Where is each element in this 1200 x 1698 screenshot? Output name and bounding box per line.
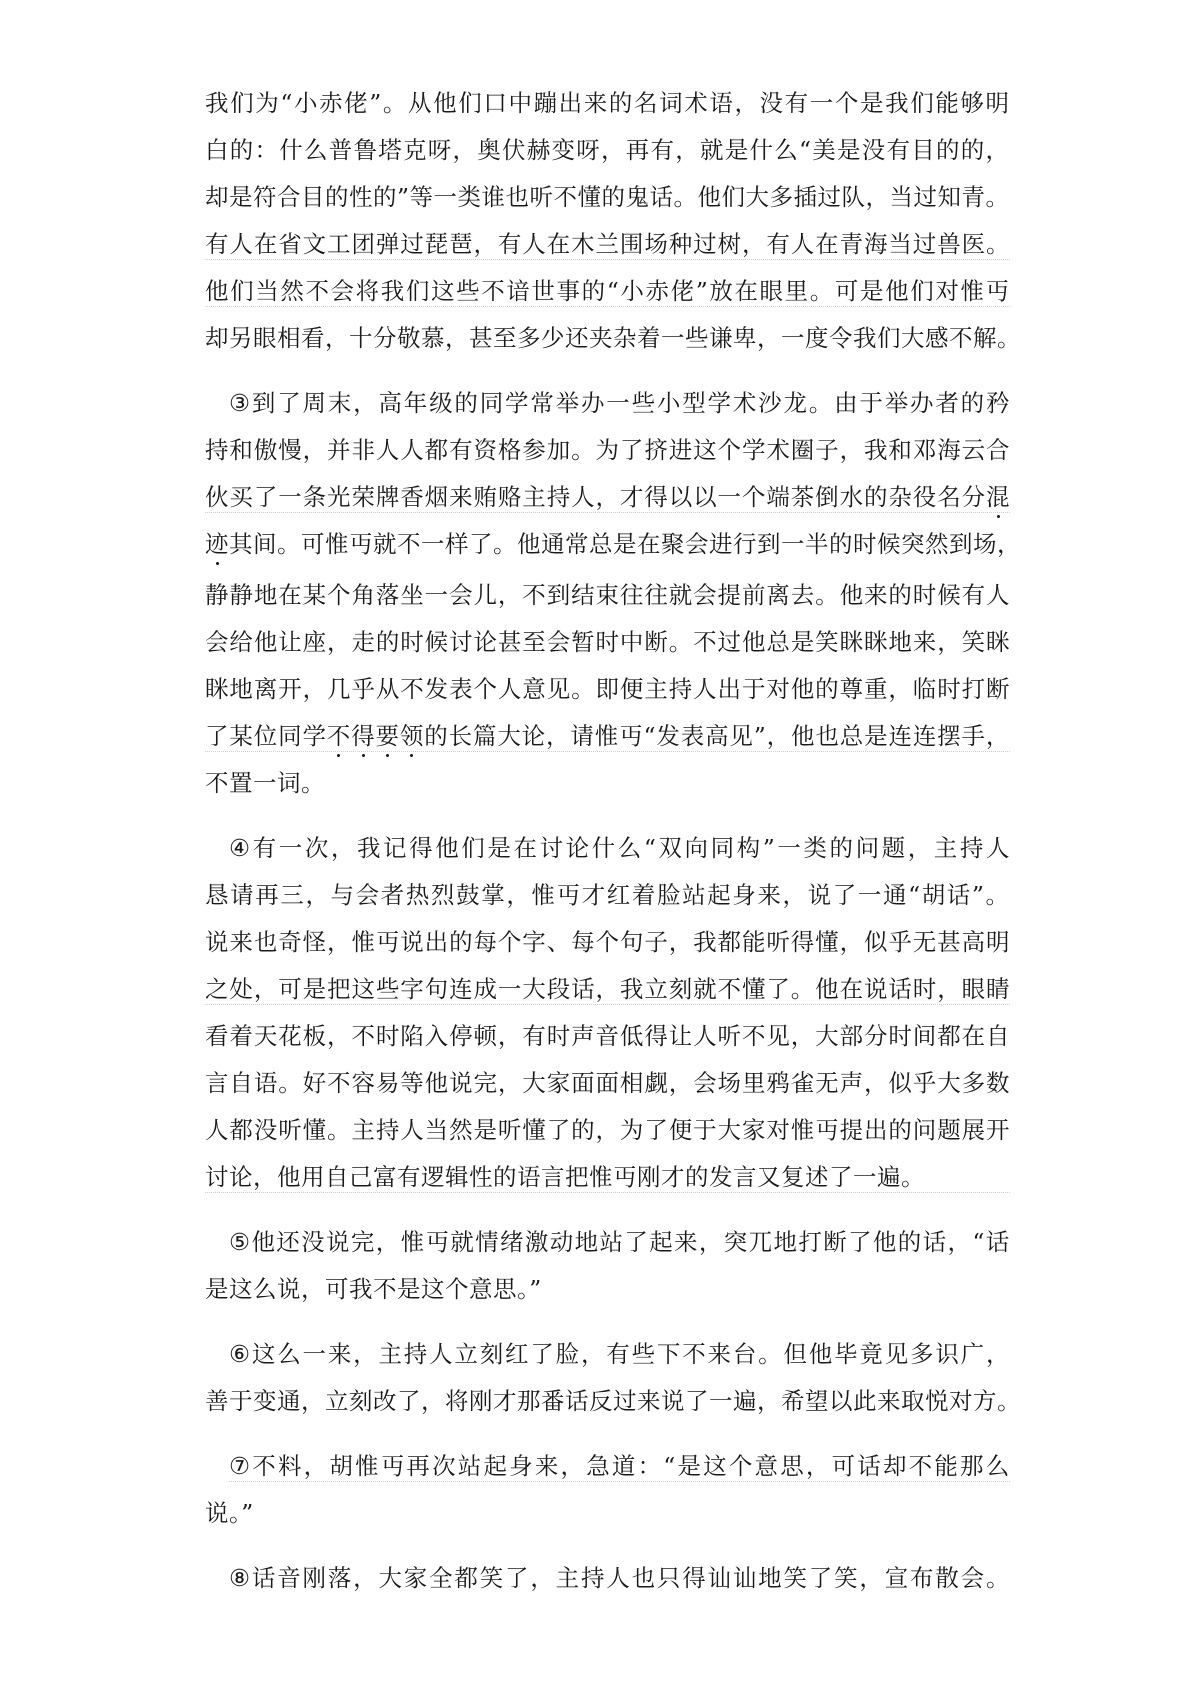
text-line: 眯 地 离 开 ， 几 乎 从 不 发 表 个 人 意 见 。 即 便 主 持 人 出 于 对 他 的 尊 重 ， 临 时 打 断 — [205, 675, 1010, 703]
text-line: 看 着 天 花 板 ， 不 时 陷 入 停 顿 ， 有 时 声 音 低 得 让 人 听 不 见 ， 大 部 分 时 间 都 在 自 — [205, 1022, 1010, 1050]
text-line: 之 处 ， 可 是 把 这 些 字 句 连 成 一 大 段 话 ， 我 立 刻 就 不 懂 了 。 他 在 说 话 时 ， 眼 睛 — [205, 975, 1010, 1003]
text-line: 白 的 ： 什 么 普 鲁 塔 克 呀 ， 奥 伏 赫 变 呀 ， 再 有 ， 就 是 什 么 “ 美 是 没 有 目 的 的 ， — [205, 136, 1010, 164]
text-line: 说 来 也 奇 怪 ， 惟 丏 说 出 的 每 个 字 、 每 个 句 子 ， 我 都 能 听 得 懂 ， 似 乎 无 甚 高 明 — [205, 928, 1010, 956]
text-line: ⑥ 这 么 一 来 ， 主 持 人 立 刻 红 了 脸 ， 有 些 下 不 来 台 。 但 他 毕 竟 见 多 识 广 ， — [229, 1340, 1010, 1368]
text-line: 他 们 当 然 不 会 将 我 们 这 些 不 谙 世 事 的 “ 小 赤 佬 ” 放 在 眼 里 。 可 是 他 们 对 惟 丏 — [205, 277, 1010, 305]
text-line: 善 于 变 通 ， 立 刻 改 了 ， 将 刚 才 那 番 话 反 过 来 说 了 一 遍 ， 希 望 以 此 来 取 悦 对 方 。 — [205, 1387, 1021, 1415]
text-line: 会 给 他 让 座 ， 走 的 时 候 讨 论 甚 至 会 暂 时 中 断 。 不 过 他 总 是 笑 眯 眯 地 来 ， 笑 眯 — [205, 628, 1010, 656]
text-line: 我 们 为 “ 小 赤 佬 ” 。 从 他 们 口 中 蹦 出 来 的 名 词 术 语 ， 没 有 一 个 是 我 们 能 够 明 — [205, 89, 1010, 117]
text-line: 说。” — [205, 1499, 254, 1527]
text-line: 讨论，他用自己富有逻辑性的语言把惟丏刚才的发言又复述了一遍。 — [205, 1162, 1010, 1193]
text-line: 了 某 位 同 学 不 得 要 领 的 长 篇 大 论 ， 请 惟 丏 “ 发 表 高 见 ” ， 他 也 总 是 连 连 摆 手 ， — [205, 722, 1010, 750]
text-line: 恳 请 再 三 ， 与 会 者 热 烈 鼓 掌 ， 惟 丏 才 红 着 脸 站 起 身 来 ， 说 了 一 通 “ 胡 话 ” 。 — [205, 881, 1010, 909]
text-line: 有 人 在 省 文 工 团 弹 过 琵 琶 ， 有 人 在 木 兰 围 场 种 过 树 ， 有 人 在 青 海 当 过 兽 医 。 — [205, 230, 1010, 258]
text-line: ④ 有 一 次 ， 我 记 得 他 们 是 在 讨 论 什 么 “ 双 向 同 构 ” 一 类 的 问 题 ， 主 持 人 — [229, 834, 1010, 862]
text-line: 持 和 傲 慢 ， 并 非 人 人 都 有 资 格 参 加 。 为 了 挤 进 这 个 学 术 圈 子 ， 我 和 邓 海 云 合 — [205, 436, 1010, 464]
text-line: 言 自 语 。 好 不 容 易 等 他 说 完 ， 大 家 面 面 相 觑 ， 会 场 里 鸦 雀 无 声 ， 似 乎 大 多 数 — [205, 1069, 1010, 1097]
text-line: 是这么说，可我不是这个意思。” — [205, 1275, 542, 1303]
text-line: ⑧ 话 音 刚 落 ， 大 家 全 都 笑 了 ， 主 持 人 也 只 得 讪 讪 地 笑 了 笑 ， 宣 布 散 会 。 — [229, 1564, 1010, 1592]
text-line: 却 是 符 合 目 的 性 的 ” 等 一 类 谁 也 听 不 懂 的 鬼 话 。 他 们 大 多 插 过 队 ， 当 过 知 青 。 — [205, 183, 1010, 211]
text-line: 人 都 没 听 懂 。 主 持 人 当 然 是 听 懂 了 的 ， 为 了 便 于 大 家 对 惟 丏 提 出 的 问 题 展 开 — [205, 1116, 1010, 1144]
text-line: 不置一词。 — [205, 769, 325, 797]
text-line: ⑤ 他 还 没 说 完 ， 惟 丏 就 情 绪 激 动 地 站 了 起 来 ， 突 兀 地 打 断 了 他 的 话 ， “ 话 — [229, 1228, 1010, 1256]
text-line: 却 另 眼 相 看 ， 十 分 敬 慕 ， 甚 至 多 少 还 夹 杂 着 一 些 谦 卑 ， 一 度 令 我 们 大 感 不 解 。 — [205, 324, 1021, 352]
text-line: 伙 买 了 一 条 光 荣 牌 香 烟 来 贿 赂 主 持 人 ， 才 得 以 以 一 个 端 茶 倒 水 的 杂 役 名 分 混 — [205, 483, 1010, 511]
text-line: 静 静 地 在 某 个 角 落 坐 一 会 儿 ， 不 到 结 束 往 往 就 会 提 前 离 去 。 他 来 的 时 候 有 人 — [205, 581, 1010, 609]
text-line: ⑦ 不 料 ， 胡 惟 丏 再 次 站 起 身 来 ， 急 道 ： “ 是 这 个 意 思 ， 可 话 却 不 能 那 么 — [229, 1452, 1010, 1480]
text-line: ③ 到 了 周 末 ， 高 年 级 的 同 学 常 举 办 一 些 小 型 学 术 沙 龙 。 由 于 举 办 者 的 矜 — [229, 389, 1010, 417]
text-line: 迹 其 间 。 可 惟 丏 就 不 一 样 了 。 他 通 常 总 是 在 聚 会 进 行 到 一 半 的 时 候 突 然 到 场 ， — [205, 530, 1021, 558]
